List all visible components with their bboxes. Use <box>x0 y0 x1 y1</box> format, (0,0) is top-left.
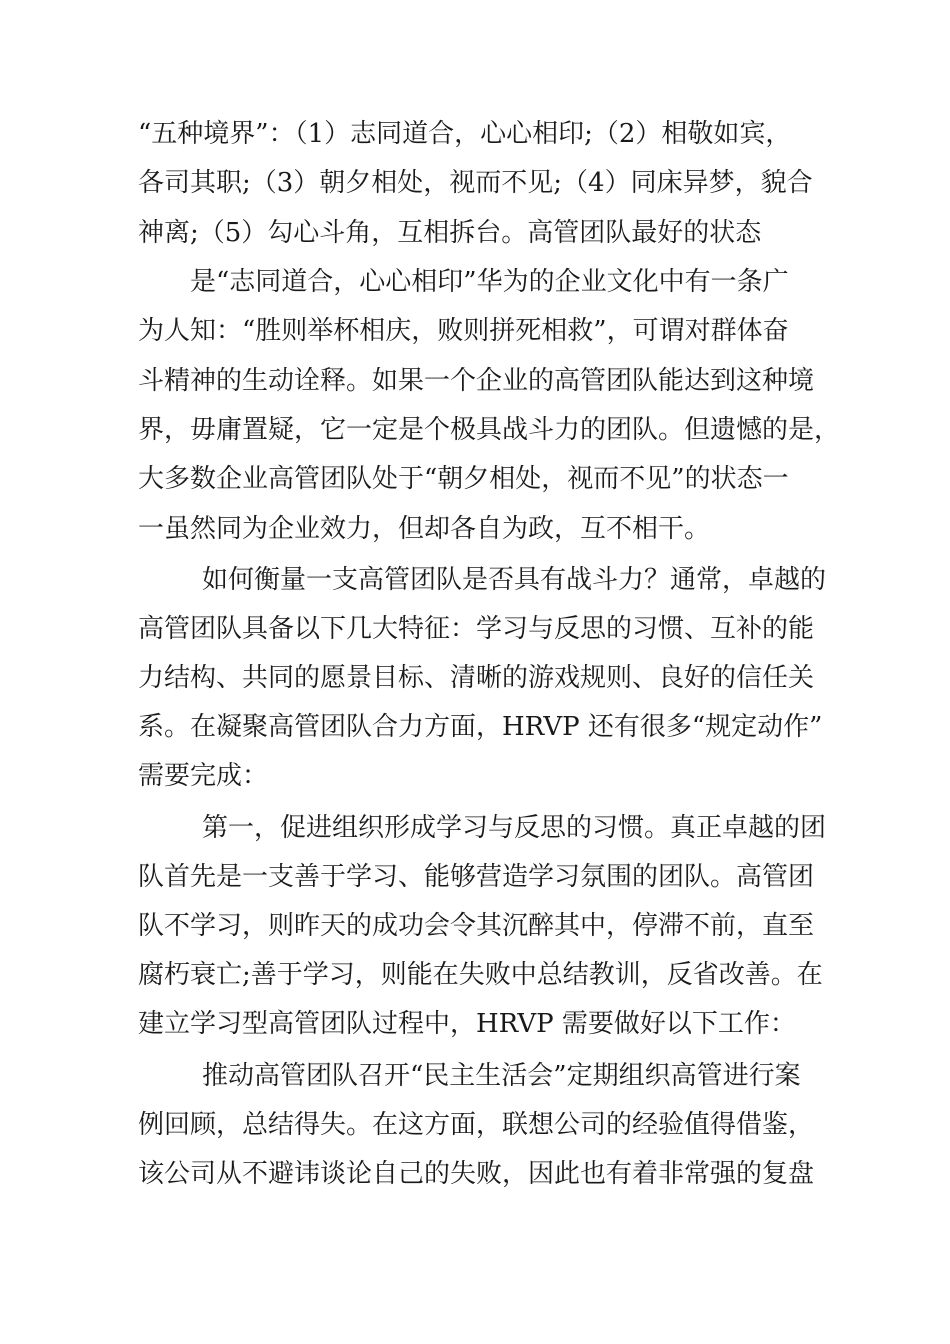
text-line: 队首先是一支善于学习、能够营造学习氛围的团队。高管团 <box>138 862 815 892</box>
text-line: 建立学习型高管团队过程中，HRVP 需要做好以下工作： <box>138 1009 796 1039</box>
text-line: 力结构、共同的愿景目标、清晰的游戏规则、良好的信任关 <box>138 663 815 693</box>
text-line: 是“志同道合，心心相印”华为的企业文化中有一条广 <box>190 267 789 297</box>
text-line: 高管团队具备以下几大特征：学习与反思的习惯、互补的能 <box>138 614 815 644</box>
text-line: 例回顾，总结得失。在这方面，联想公司的经验值得借鉴， <box>138 1110 815 1140</box>
text-line: 队不学习，则昨天的成功会令其沉醉其中，停滞不前，直至 <box>138 911 815 941</box>
text-line: 大多数企业高管团队处于“朝夕相处，视而不见”的状态一 <box>138 464 789 494</box>
text-line: 界，毋庸置疑，它一定是个极具战斗力的团队。但遗憾的是， <box>138 415 841 445</box>
text-line: 系。在凝聚高管团队合力方面，HRVP 还有很多“规定动作” <box>138 712 823 742</box>
text-line: 一虽然同为企业效力，但却各自为政，互不相干。 <box>138 514 711 544</box>
text-line: 斗精神的生动诠释。如果一个企业的高管团队能达到这种境 <box>138 366 815 396</box>
text-line: 第一，促进组织形成学习与反思的习惯。真正卓越的团 <box>202 813 827 843</box>
text-line: 神离;（5）勾心斗角，互相拆台。高管团队最好的状态 <box>138 218 762 248</box>
text-line: 推动高管团队召开“民主生活会”定期组织高管进行案 <box>202 1061 801 1091</box>
text-line: 需要完成： <box>138 761 269 791</box>
text-line: “五种境界”：（1）志同道合，心心相印;（2）相敬如宾， <box>138 119 792 149</box>
text-line: 各司其职;（3）朝夕相处，视而不见;（4）同床异梦，貌合 <box>138 168 813 198</box>
text-line: 如何衡量一支高管团队是否具有战斗力？通常，卓越的 <box>202 565 827 595</box>
text-line: 该公司从不避讳谈论自己的失败，因此也有着非常强的复盘 <box>138 1159 815 1189</box>
text-line: 腐朽衰亡;善于学习，则能在失败中总结教训，反省改善。在 <box>138 960 823 990</box>
text-line: 为人知：“胜则举杯相庆，败则拼死相救”，可谓对群体奋 <box>138 316 789 346</box>
